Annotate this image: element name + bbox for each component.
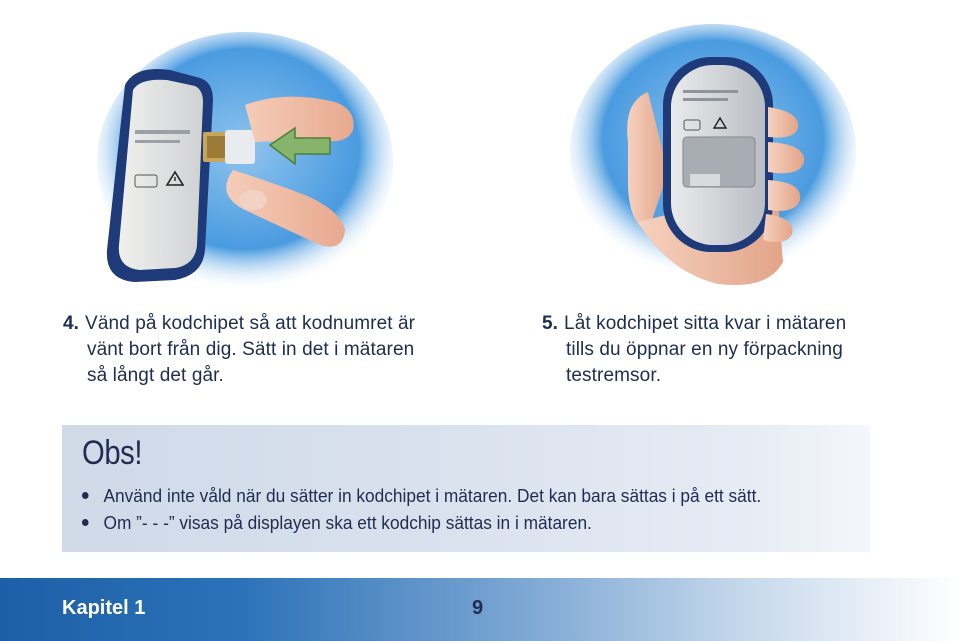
step-text-line: Vänd på kodchipet så att kodnumret är [85, 313, 416, 334]
note-list [82, 482, 872, 536]
step-number: 5. [542, 313, 559, 334]
photo-meter-in-hand [568, 22, 858, 297]
step-text-line: tills du öppnar en ny förpackning [566, 339, 843, 360]
step-4 [63, 311, 443, 389]
bullet-icon [82, 492, 89, 499]
note-item-text: Använd inte våld när du sätter in kodchipet i mätaren. Det kan bara sättas i på ett sätt. [103, 485, 762, 506]
chapter-label: Kapitel 1 [62, 597, 146, 619]
page-number: 9 [472, 597, 484, 619]
step-text-line: vänt bort från dig. Sätt in det i mätaren [87, 339, 415, 360]
step-5 [542, 311, 872, 389]
step-text-line: Låt kodchipet sitta kvar i mätaren [564, 313, 847, 334]
footer-bar [0, 578, 960, 641]
note-title: Obs! [82, 434, 143, 472]
list-item [82, 509, 821, 536]
step-text-line: så långt det går. [87, 365, 224, 386]
list-item [82, 482, 821, 509]
photo-insert-code-chip [95, 30, 395, 295]
note-box [62, 425, 870, 552]
bullet-icon [82, 519, 89, 526]
step-text-line: testremsor. [566, 365, 662, 386]
step-number: 4. [63, 313, 80, 334]
note-item-text: Om ”- - -” visas på displayen ska ett kodchip sättas in i mätaren. [103, 512, 592, 533]
